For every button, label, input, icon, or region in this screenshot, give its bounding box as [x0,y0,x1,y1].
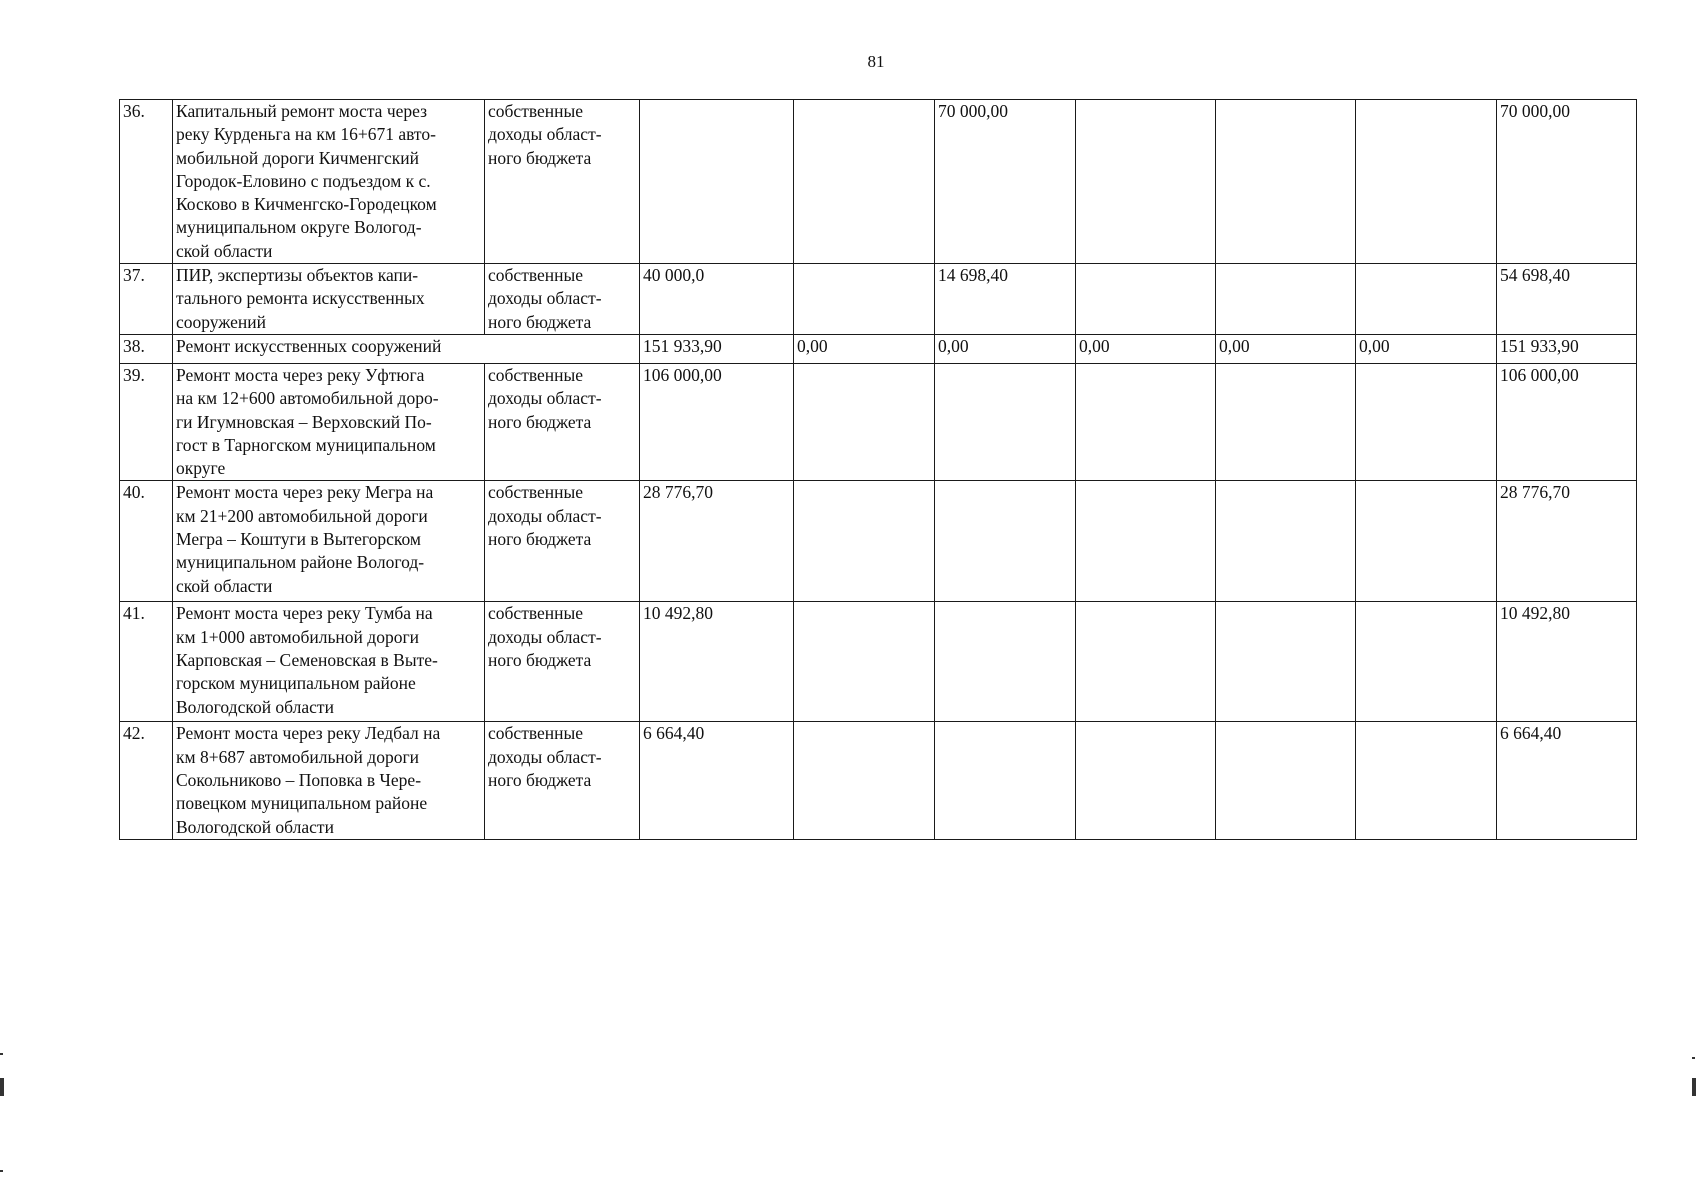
funding-source: собственные доходы област- ного бюджета [485,264,640,335]
total-cell: 6 664,40 [1497,722,1637,839]
value-cell: 0,00 [1216,334,1356,363]
value-cell: 106 000,00 [640,363,794,480]
value-cell: 0,00 [935,334,1076,363]
value-cell [1076,602,1216,722]
value-cell [1216,481,1356,602]
funding-source: собственные доходы област- ного бюджета [485,100,640,264]
object-name: Ремонт моста через реку Уфтюга на км 12+600 автомобильной доро- ги Игумновская – Верховский По- гост в Тарногском муниципальном округе [173,363,485,480]
value-cell [794,264,935,335]
table-row [120,334,1637,363]
total-cell: 151 933,90 [1497,334,1637,363]
value-cell [1076,100,1216,264]
funding-source: собственные доходы област- ного бюджета [485,481,640,602]
value-cell [935,722,1076,839]
value-cell: 6 664,40 [640,722,794,839]
value-cell: 0,00 [1076,334,1216,363]
value-cell [1356,363,1497,480]
object-name: Ремонт моста через реку Мегра на км 21+200 автомобильной дороги Мегра – Коштуги в Вытегорском муниципальном районе Вологод- ской области [173,481,485,602]
value-cell [1356,100,1497,264]
funding-source: собственные доходы област- ного бюджета [485,602,640,722]
value-cell: 28 776,70 [640,481,794,602]
scan-edge-mark [0,1053,3,1055]
object-name: Ремонт искусственных сооружений [173,334,640,363]
row-number: 36. [120,100,173,264]
table-row [120,363,1637,480]
value-cell [794,722,935,839]
object-name: Ремонт моста через реку Ледбал на км 8+687 автомобильной дороги Сокольниково – Поповка в Чере- повецком муниципальном районе Вологодской области [173,722,485,839]
total-cell: 28 776,70 [1497,481,1637,602]
scan-edge-mark [0,1170,3,1172]
value-cell: 151 933,90 [640,334,794,363]
value-cell [794,481,935,602]
value-cell [1216,722,1356,839]
table-row [120,481,1637,602]
row-number: 42. [120,722,173,839]
row-number: 39. [120,363,173,480]
total-cell: 54 698,40 [1497,264,1637,335]
row-number: 41. [120,602,173,722]
total-cell: 106 000,00 [1497,363,1637,480]
object-name: Капитальный ремонт моста через реку Курденьга на км 16+671 авто- мобильной дороги Кичменгский Городок-Еловино с подъездом к с. Косково в Кичменгско-Городецком муниципальном округе Вологод- ской области [173,100,485,264]
value-cell [1076,363,1216,480]
value-cell [1216,602,1356,722]
row-number: 38. [120,334,173,363]
value-cell [1216,264,1356,335]
value-cell [794,363,935,480]
funding-source: собственные доходы област- ного бюджета [485,722,640,839]
value-cell [935,602,1076,722]
value-cell: 14 698,40 [935,264,1076,335]
scan-edge-mark [0,1078,4,1096]
value-cell: 70 000,00 [935,100,1076,264]
row-number: 40. [120,481,173,602]
value-cell: 0,00 [1356,334,1497,363]
value-cell [1356,602,1497,722]
value-cell [1076,264,1216,335]
table-row [120,100,1637,264]
value-cell [1356,264,1497,335]
value-cell: 0,00 [794,334,935,363]
value-cell [1076,722,1216,839]
value-cell: 10 492,80 [640,602,794,722]
total-cell: 70 000,00 [1497,100,1637,264]
funding-table [119,99,1637,840]
funding-source: собственные доходы област- ного бюджета [485,363,640,480]
table-row [120,722,1637,839]
value-cell [794,602,935,722]
value-cell [1216,100,1356,264]
scan-edge-mark [1692,1057,1695,1059]
value-cell [1356,481,1497,602]
value-cell [1356,722,1497,839]
total-cell: 10 492,80 [1497,602,1637,722]
value-cell [935,481,1076,602]
scan-edge-mark [1692,1078,1696,1096]
page-number: 81 [867,52,885,71]
value-cell [640,100,794,264]
value-cell [1076,481,1216,602]
object-name: Ремонт моста через реку Тумба на км 1+000 автомобильной дороги Карповская – Семеновская в Выте- горском муниципальном районе Вологодской области [173,602,485,722]
object-name: ПИР, экспертизы объектов капи- тального ремонта искусственных сооружений [173,264,485,335]
value-cell: 40 000,0 [640,264,794,335]
table-row [120,264,1637,335]
value-cell [935,363,1076,480]
value-cell [794,100,935,264]
row-number: 37. [120,264,173,335]
value-cell [1216,363,1356,480]
table-row [120,602,1637,722]
